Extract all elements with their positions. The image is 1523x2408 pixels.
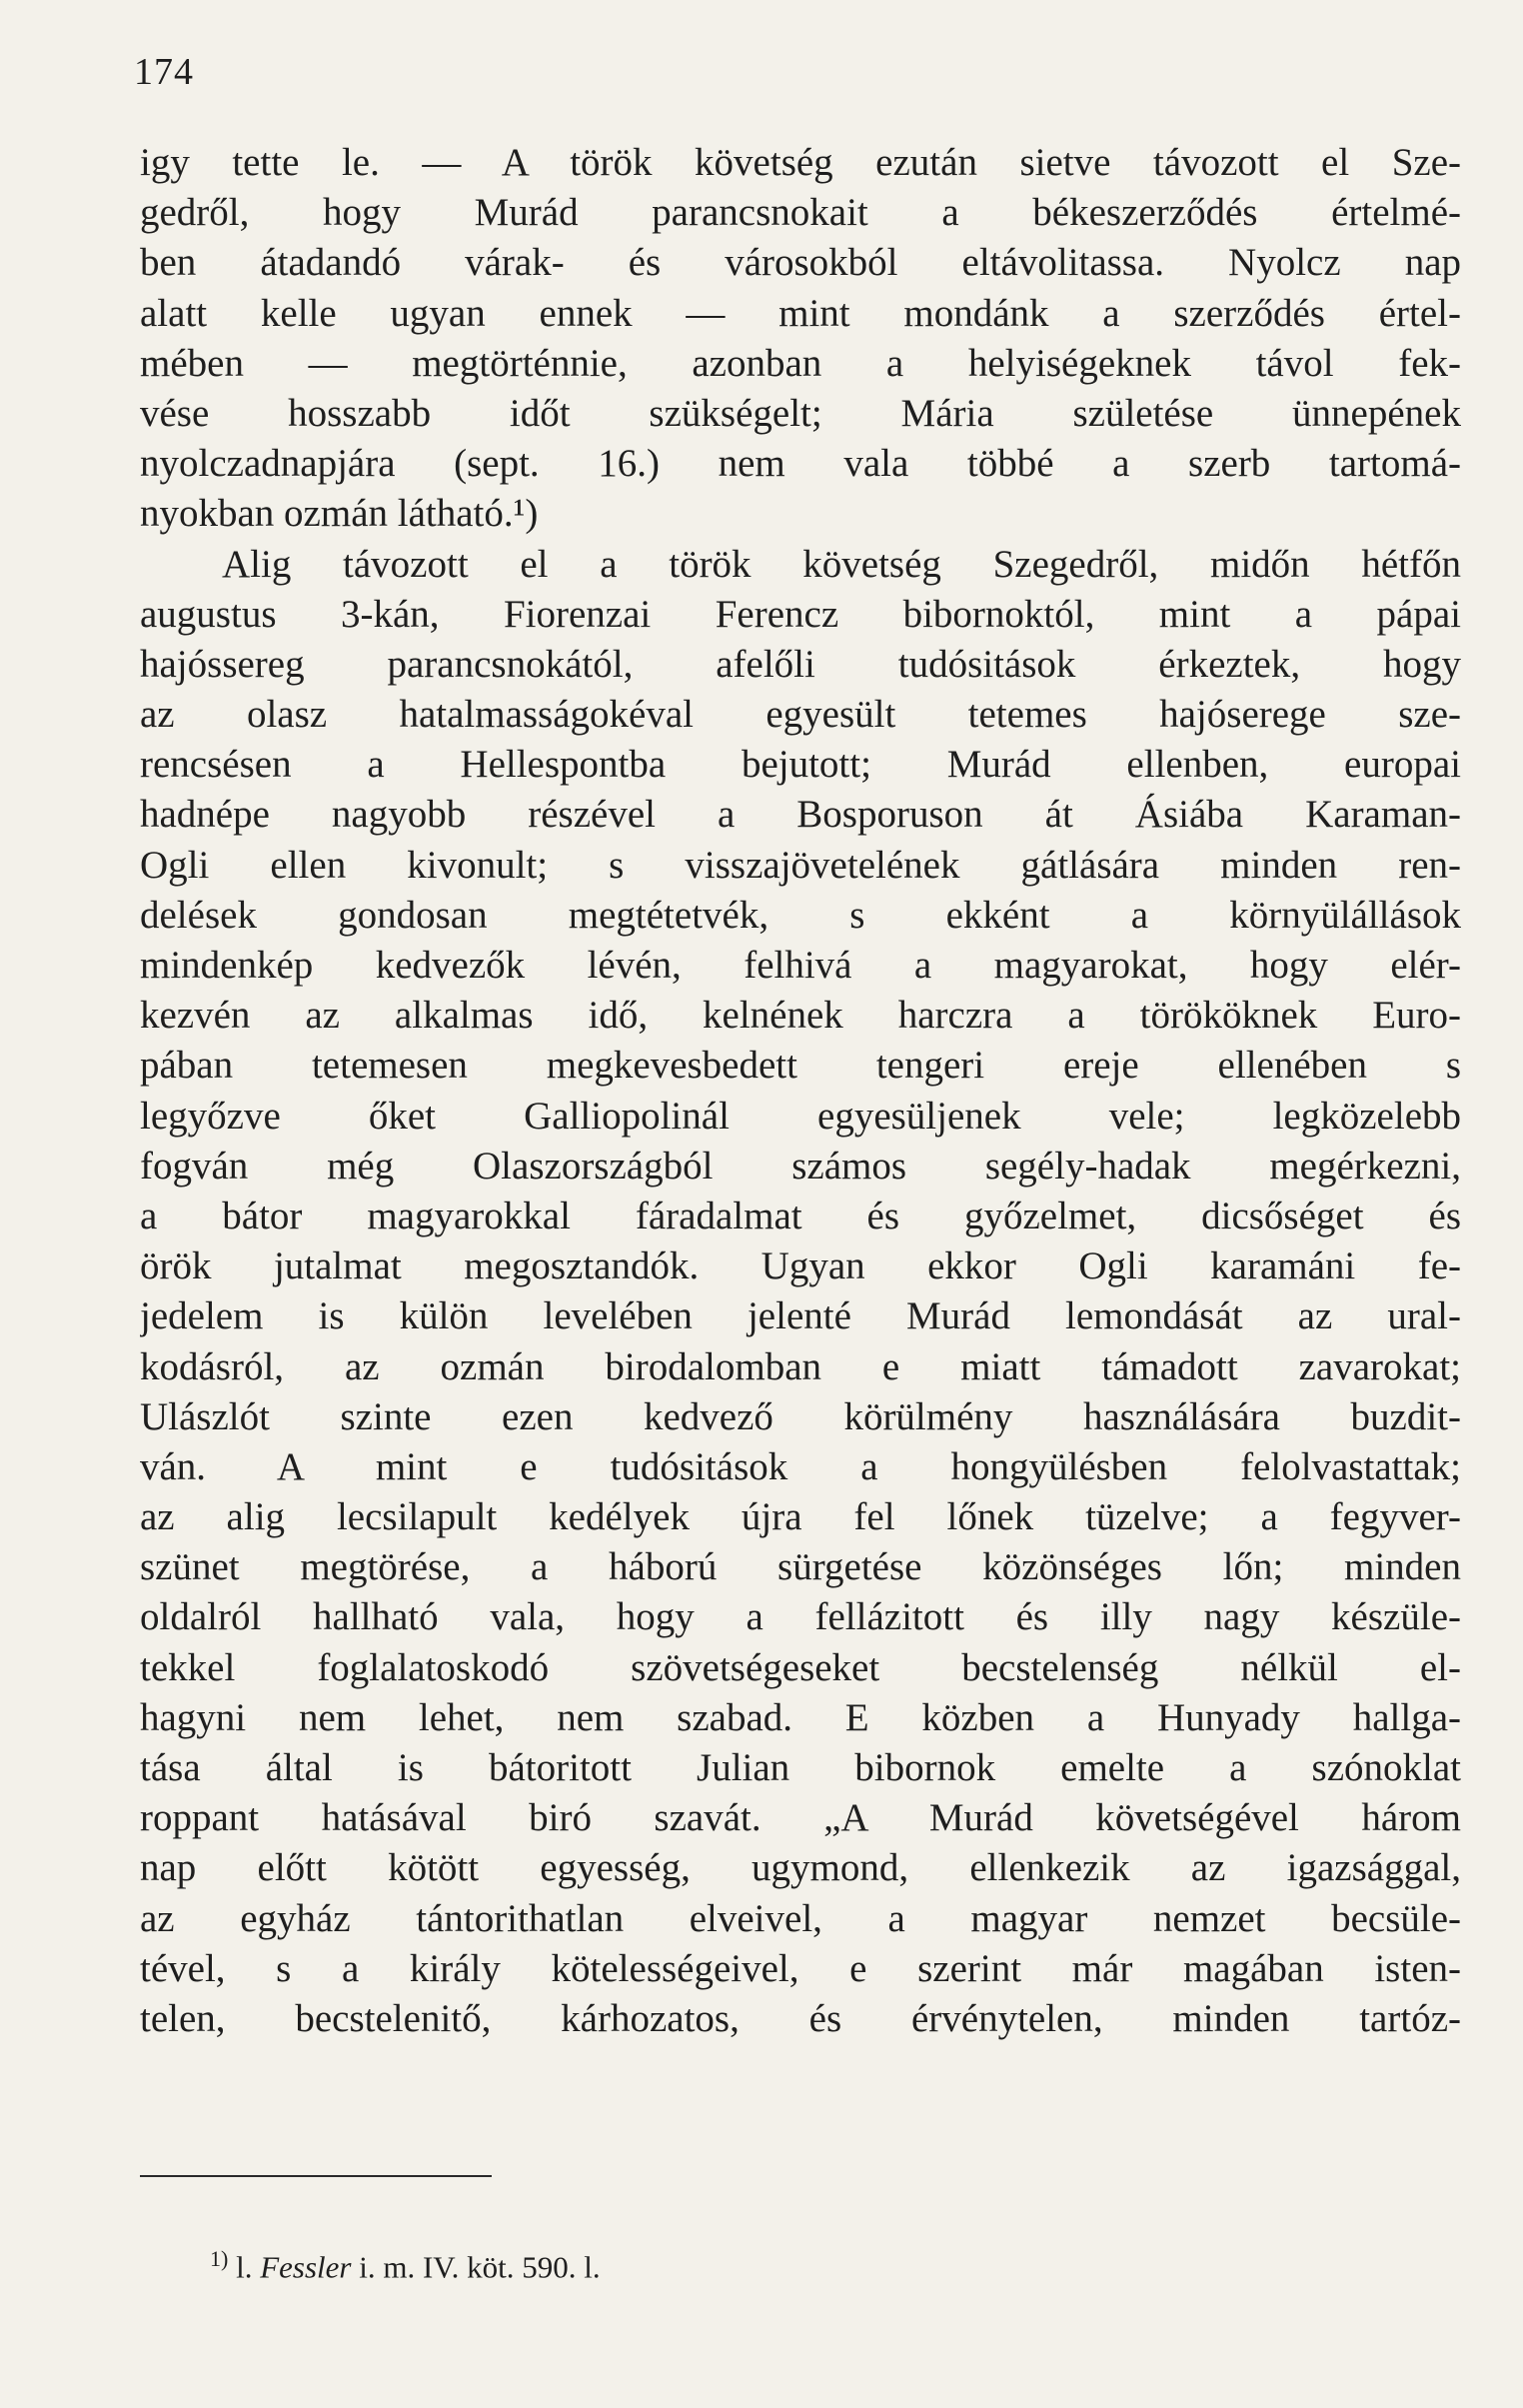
body-text <box>140 138 1461 2044</box>
text-line: fogván még Olaszországból számos segély-hadak megérkezni, <box>140 1144 1461 1188</box>
text-line: legyőzve őket Galliopolinál egyesüljenek vele; legközelebb <box>140 1094 1461 1138</box>
paragraph-start-line: Alig távozott el a török követség Szegedről, midőn hétfőn <box>222 542 1461 586</box>
text-line: mindenkép kedvezők lévén, felhivá a magyarokat, hogy elér- <box>140 944 1461 987</box>
text-line: alatt kelle ugyan ennek — mint mondánk a szerződés értel- <box>140 291 1461 335</box>
footnote <box>210 2246 601 2285</box>
text-line: rencsésen a Hellespontba bejutott; Murád ellenben, europai <box>140 743 1461 787</box>
page-number: 174 <box>134 51 194 93</box>
text-line: az olasz hatalmasságokéval egyesült tetemes hajóserege sze- <box>140 693 1461 737</box>
footnote-divider <box>140 2175 492 2177</box>
text-line: hadnépe nagyobb részével a Bosporuson át Ásiába Karaman- <box>140 793 1461 837</box>
text-line: nyolczadnapjára (sept. 16.) nem vala többé a szerb tartomá- <box>140 442 1461 486</box>
text-line: nap előtt kötött egyesség, ugymond, ellenkezik az igazsággal, <box>140 1846 1461 1890</box>
footnote-reference: i. m. IV. köt. 590. l. <box>359 2249 601 2285</box>
text-line: vése hosszabb időt szükségelt; Mária születése ünnepének <box>140 391 1461 435</box>
text-line: gedről, hogy Murád parancsnokait a békeszerződés értelmé- <box>140 191 1461 235</box>
footnote-prefix: l. <box>236 2249 253 2285</box>
text-line: hajóssereg parancsnokától, afelőli tudósitások érkeztek, hogy <box>140 642 1461 686</box>
text-line: hagyni nem lehet, nem szabad. E közben a Hunyady hallga- <box>140 1695 1461 1739</box>
text-line: delések gondosan megtétetvék, s ekként a környülállások <box>140 893 1461 937</box>
text-line: oldalról hallható vala, hogy a fellázitott és illy nagy készüle- <box>140 1595 1461 1639</box>
text-line: az alig lecsilapult kedélyek újra fel lőnek tüzelve; a fegyver- <box>140 1495 1461 1539</box>
text-line: ván. A mint e tudósitások a hongyülésben felolvastattak; <box>140 1444 1461 1488</box>
text-line: a bátor magyarokkal fáradalmat és győzelmet, dicsőséget és <box>140 1194 1461 1237</box>
text-line: igy tette le. — A török követség ezután sietve távozott el Sze- <box>140 141 1461 184</box>
text-line: örök jutalmat megosztandók. Ugyan ekkor Ogli karamáni fe- <box>140 1244 1461 1288</box>
text-line: Ulászlót szinte ezen kedvező körülmény használására buzdit- <box>140 1394 1461 1438</box>
text-line: pában tetemesen megkevesbedett tengeri ereje ellenében s <box>140 1044 1461 1088</box>
text-line: tekkel foglalatoskodó szövetségeseket becstelenség nélkül el- <box>140 1645 1461 1689</box>
text-line: augustus 3-kán, Fiorenzai Ferencz bibornoktól, mint a pápai <box>140 592 1461 636</box>
text-line: tével, s a király kötelességeivel, e szerint már magában isten- <box>140 1946 1461 1990</box>
footnote-author: Fessler <box>260 2249 352 2285</box>
text-line: Ogli ellen kivonult; s visszajövetelének gátlására minden ren- <box>140 843 1461 887</box>
text-line: az egyház tántorithatlan elveivel, a magyar nemzet becsüle- <box>140 1896 1461 1940</box>
text-line: mében — megtörténnie, azonban a helyiségeknek távol fek- <box>140 341 1461 385</box>
footnote-marker: 1) <box>210 2246 229 2271</box>
text-line: telen, becstelenitő, kárhozatos, és érvénytelen, minden tartóz- <box>140 1996 1461 2040</box>
text-line: nyokban ozmán látható.¹) <box>140 492 539 536</box>
text-line: jedelem is külön levelében jelenté Murád lemondását az ural- <box>140 1294 1461 1338</box>
text-line: tása által is bátoritott Julian bibornok emelte a szónoklat <box>140 1746 1461 1789</box>
text-line: ben átadandó várak- és városokból eltávolitassa. Nyolcz nap <box>140 241 1461 285</box>
text-line: kodásról, az ozmán birodalomban e miatt támadott zavarokat; <box>140 1344 1461 1388</box>
text-line: kezvén az alkalmas idő, kelnének harczra a törököknek Euro- <box>140 994 1461 1038</box>
text-line: roppant hatásával biró szavát. „A Murád követségével három <box>140 1796 1461 1840</box>
text-line: szünet megtörése, a háború sürgetése közönséges lőn; minden <box>140 1545 1461 1589</box>
